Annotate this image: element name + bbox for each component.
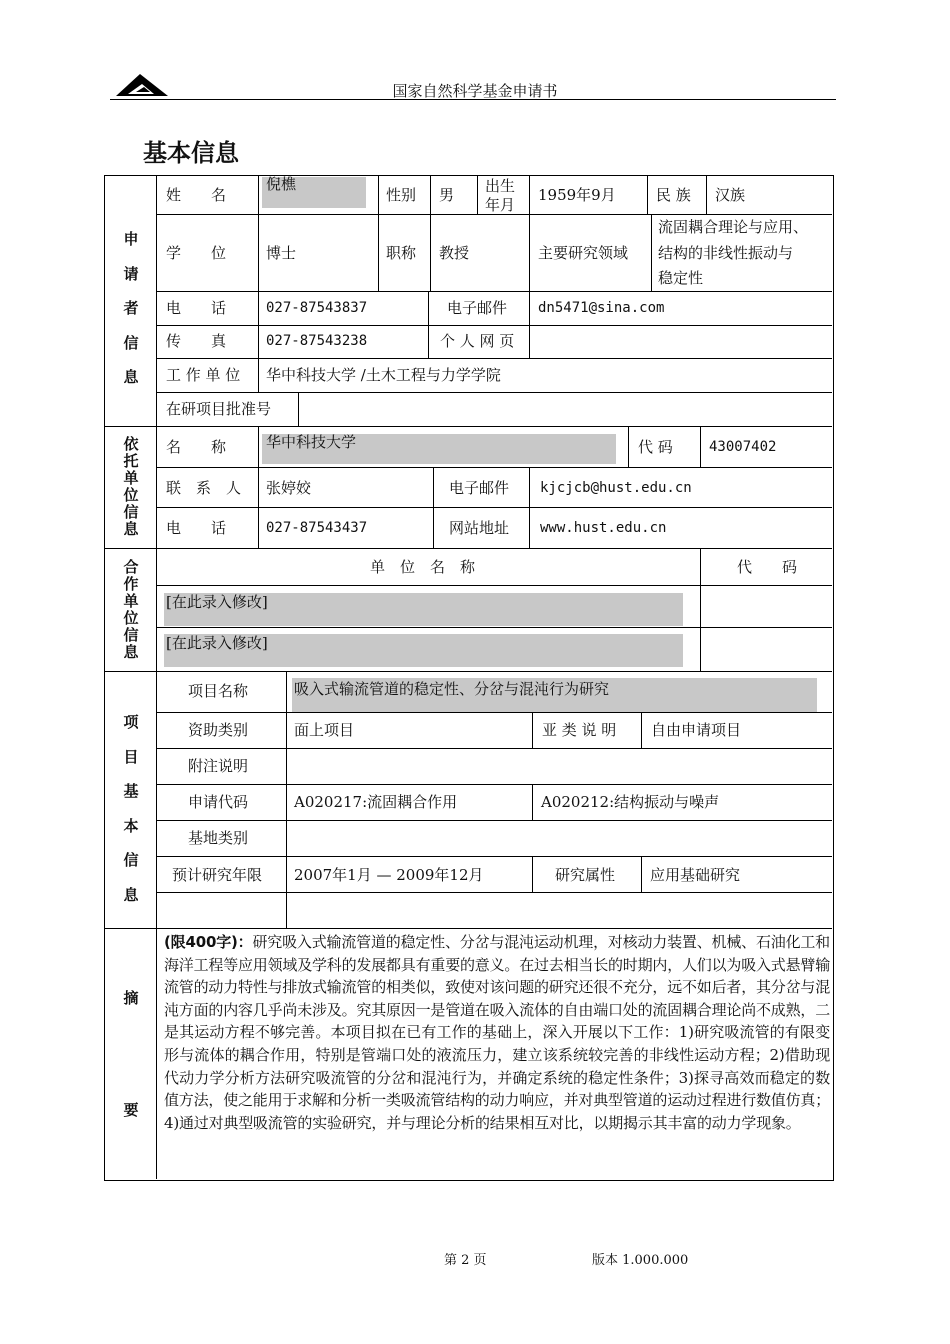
ethnicity-field[interactable]: 汉族 [715,186,746,204]
version: 版本 1.000.000 [592,1253,689,1268]
attr-label: 研究属性 [555,866,616,884]
abstract-body: 研究吸入式输流管道的稳定性、分岔与混沌运动机理，对核动力装置、机械、石油化工和海洋工程等应用领域及学科的发展都具有重要的意义。在过去相当长的时期内，人们以为吸入式悬臂输流管的动力特性与排放式输流管的相类似，致使对该问题的研究还很不充分，远不如后者，其分岔与混沌方面的内容几乎尚未涉及。究其原因一是管道在吸入流体的自由端口处的流固耦合理论尚不成熟，二是其运动方程不够完善。本项目拟在已有工作的基础上，深入开展以下工作：1)研究吸流管的有限变形与流体的耦合作用，特别是管端口处的液流压力，建立该系统较完善的非线性运动方程；2)借助现代动力学分析方法研究吸流管的分岔和混沌行为，并确定系统的稳定性条件；3)探寻高效而稳定的数值方法，使之能用于求解和分析一类吸流管结构的动力响应，并对典型管道的运动过程进行数值仿真；4)通过对典型吸流管的实验研究，并与理论分析的结果相互对比，以期揭示其丰富的动力学现象。 [164,933,831,1132]
contact-field[interactable]: 张婷姣 [266,479,312,497]
title-field[interactable]: 教授 [439,244,470,262]
section-title: 基本信息 [143,139,239,167]
host-email-label: 电子邮件 [449,479,510,497]
website-label: 网站地址 [449,519,510,537]
years-field[interactable]: 2007年1月 — 2009年12月 [294,866,484,884]
host-phone-label: 电 话 [166,519,227,537]
phone-label: 电 话 [166,299,227,317]
fax-label: 传 真 [166,332,227,350]
host-code-label: 代 码 [638,438,673,456]
approved-no-label: 在研项目批准号 [166,400,272,418]
note-label: 附注说明 [188,757,249,775]
project-name-label: 项目名称 [188,682,249,700]
host-email-field[interactable]: kjcjcb@hust.edu.cn [540,480,692,496]
partner-row-2[interactable]: [在此录入修改] [166,634,268,652]
years-label: 预计研究年限 [172,866,263,884]
abstract-label-bottom: 要 [123,1101,139,1119]
partner-group-label [121,559,141,661]
project-group-label [114,705,148,912]
apply-code-2[interactable]: A020212:结构振动与噪声 [541,793,720,811]
work-unit-field[interactable]: 华中科技大学 /土木工程与力学学院 [266,366,501,384]
homepage-label: 个 人 网 页 [440,332,515,350]
gender-field[interactable]: 男 [439,186,455,204]
research-line-1[interactable]: 流固耦合理论与应用、 [658,218,809,236]
funding-field[interactable]: 面上项目 [294,721,355,739]
phone-field[interactable]: 027-87543837 [266,300,368,316]
header-divider [110,99,836,100]
base-label: 基地类别 [188,829,249,847]
host-code-field[interactable]: 43007402 [709,439,777,455]
name-label: 姓 名 [166,186,227,204]
apply-code-label: 申请代码 [188,793,249,811]
gender-label: 性别 [386,186,417,204]
research-line-3[interactable]: 稳定性 [658,269,704,287]
subtype-label: 亚 类 说 明 [542,721,617,739]
email-label: 电子邮件 [447,299,508,317]
header-title: 国家自然科学基金申请书 [392,82,558,100]
project-name-field[interactable]: 吸入式输流管道的稳定性、分岔与混沌行为研究 [294,680,610,698]
website-field[interactable]: www.hust.edu.cn [540,520,667,536]
title-label: 职称 [386,244,417,262]
subtype-field[interactable]: 自由申请项目 [651,721,742,739]
ethnicity-label: 民 族 [656,186,691,204]
host-group-label [121,436,141,538]
partner-row-1[interactable]: [在此录入修改] [166,593,268,611]
host-group-text: 依托单位信息 [123,435,139,538]
birth-field[interactable]: 1959年9月 [538,186,616,204]
attr-field[interactable]: 应用基础研究 [650,866,741,884]
host-name-label: 名 称 [166,438,227,456]
abstract-label-top: 摘 [123,989,139,1007]
birth-label: 出生年月 [485,177,516,214]
contact-label: 联 系 人 [166,479,242,497]
apply-code-1[interactable]: A020217:流固耦合作用 [294,793,458,811]
abstract-text[interactable] [164,931,830,1134]
work-unit-label: 工 作 单 位 [166,366,241,384]
research-line-2[interactable]: 结构的非线性振动与 [658,244,794,262]
degree-label: 学 位 [166,244,227,262]
degree-field[interactable]: 博士 [266,244,297,262]
host-phone-field[interactable]: 027-87543437 [266,520,368,536]
applicant-group-label [114,222,148,395]
partner-group-text: 合作单位信息 [123,558,139,661]
abstract-limit: (限400字)： [164,933,253,951]
research-label: 主要研究领域 [538,244,629,262]
partner-col-name: 单 位 名 称 [370,558,476,576]
name-field[interactable]: 倪樵 [266,175,297,193]
applicant-group-text: 申请者信息 [123,230,139,386]
funding-label: 资助类别 [188,721,249,739]
email-field[interactable]: dn5471@sina.com [538,300,665,316]
partner-col-code: 代 码 [737,558,798,576]
project-group-text: 项目基本信息 [123,713,139,904]
fax-field[interactable]: 027-87543238 [266,333,368,349]
host-name-field[interactable]: 华中科技大学 [266,433,357,451]
page-number: 第 2 页 [444,1253,487,1268]
